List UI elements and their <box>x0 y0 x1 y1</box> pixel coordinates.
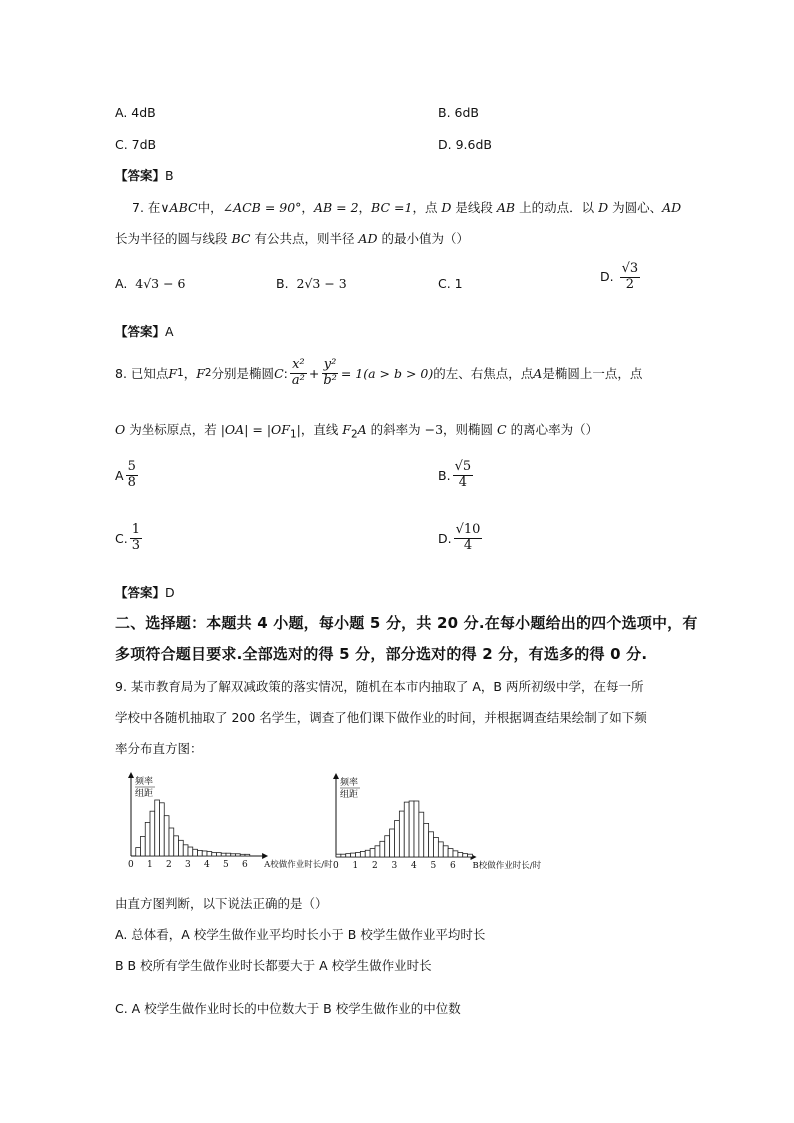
hist-a-tick-label: 5 <box>223 860 229 870</box>
hist-a-bar <box>193 849 198 856</box>
q7-option-a: A. 4√3 − 6 <box>115 276 186 291</box>
q8-option-a: A $\frac{5}{8}$ <box>115 459 136 490</box>
hist-a-bar <box>207 852 212 856</box>
hist-a-bar <box>231 854 236 856</box>
hist-a-bar <box>179 840 184 856</box>
hist-a-bar <box>240 854 245 856</box>
answer-value: B <box>165 168 174 183</box>
q8-line-1: 8. 已知点 F 1 ， F 2 分别是椭圆 C : $\frac{\text{x²}}{\text{a²}}$ + $\frac{\text{y²}}{\text{b²}}$ = 1(a > b > 0) 的左、右焦点，点 A 是椭圆上一点，点 <box>115 357 643 388</box>
q7-line-1: 7. 在∨ABC中，∠ACB = 90°，AB = 2，BC =1，点 D 是线段 AB 上的动点．以 D 为圆心、AD <box>132 200 682 215</box>
x2-over-a2: $\frac{\text{x²}}{\text{a²}}$ <box>291 357 305 388</box>
hist-a-tick-label: 0 <box>128 860 134 870</box>
hist-a-bar <box>212 853 217 856</box>
hist-b-bar <box>351 853 356 857</box>
q9-line-3: 率分布直方图： <box>115 741 203 756</box>
hist-b-tick-label: 4 <box>411 861 417 871</box>
hist-a-bar <box>245 854 250 856</box>
hist-b-bar <box>434 837 439 857</box>
hist-b-tick-label: 6 <box>450 861 456 871</box>
q9-option-b: B B 校所有学生做作业时长都要大于 A 校学生做作业时长 <box>115 958 432 973</box>
hist-a-bar <box>136 848 141 856</box>
hist-a-bar <box>141 836 146 856</box>
hist-a-bar <box>217 853 222 856</box>
q8-option-c: C. $\frac{1}{3}$ <box>115 522 140 553</box>
hist-b-bar <box>346 854 351 857</box>
q6-option-b: B. 6dB <box>438 105 479 120</box>
q9-line-2: 学校中各随机抽取了 200 名学生，调查了他们课下做作业的时间，并根据调查结果绘制了如下频 <box>115 710 647 725</box>
q9-prompt: 由直方图判断，以下说法正确的是（） <box>115 896 328 911</box>
hist-b-bar <box>463 854 468 857</box>
hist-b-y-arrow <box>333 773 339 779</box>
hist-a-tick-label: 6 <box>242 860 248 870</box>
hist-b-bar <box>336 854 341 857</box>
q6-answer <box>115 166 174 184</box>
hist-b-bar <box>341 854 346 857</box>
hist-a-bar <box>198 850 203 856</box>
hist-a-bar <box>183 845 188 856</box>
q8-line-2: O 为坐标原点，若 $|OA| = |OF_1|$，直线 $F_2A$ 的斜率为 −3，则椭圆 C 的离心率为（） <box>115 422 599 441</box>
histogram-a <box>115 770 333 880</box>
y2-over-b2: $\frac{\text{y²}}{\text{b²}}$ <box>323 357 337 388</box>
section2-line-2: 多项符合题目要求.全部选对的得 5 分，部分选对的得 2 分，有选多的得 0 分. <box>115 645 648 663</box>
hist-b-bar <box>356 853 361 857</box>
q7-option-d-fraction: $\frac{√3}{2}$ <box>621 261 639 292</box>
hist-b-tick-label: 1 <box>352 861 359 871</box>
hist-a-bar <box>169 828 174 856</box>
hist-a-tick-label: 4 <box>204 860 210 870</box>
hist-b-bar <box>385 836 390 857</box>
hist-b-bar <box>438 842 443 857</box>
hist-a-bar <box>221 853 226 856</box>
hist-a-y-arrow <box>128 772 134 778</box>
hist-b-tick-label: 2 <box>372 861 378 871</box>
hist-b-bar <box>429 832 434 857</box>
q9-option-c: C. A 校学生做作业时长的中位数大于 B 校学生做作业的中位数 <box>115 1001 461 1016</box>
hist-a-tick-label: 3 <box>185 860 191 870</box>
hist-b-ylabel-top: 频率 <box>340 778 359 788</box>
hist-a-bar <box>160 803 165 856</box>
hist-b-bar <box>380 841 385 857</box>
hist-b-bar <box>409 801 414 857</box>
hist-b-bar <box>448 849 453 857</box>
hist-a-bar <box>236 854 241 856</box>
q6-option-a: A. 4dB <box>115 105 156 120</box>
q7-line-2: 长为半径的圆与线段 BC 有公共点，则半径 AD 的最小值为（） <box>115 231 469 246</box>
hist-b-bar <box>419 812 424 857</box>
q9-option-a: A. 总体看，A 校学生做作业平均时长小于 B 校学生做作业平均时长 <box>115 927 486 942</box>
hist-b-tick-label: 5 <box>430 861 437 871</box>
hist-b-bar <box>404 802 409 857</box>
hist-a-ylabel-top: 频率 <box>135 777 154 787</box>
hist-a-tick-label: 1 <box>147 860 153 870</box>
hist-b-bar <box>395 821 400 857</box>
hist-b-bar <box>468 854 473 857</box>
hist-b-bar <box>414 801 419 857</box>
histogram-b <box>325 773 540 880</box>
q8-option-b: B. $\frac{√5}{4}$ <box>438 459 472 490</box>
hist-a-xlabel: A校做作业时长/时 <box>264 860 333 870</box>
q8-answer: 【答案】D <box>115 585 175 600</box>
hist-a-tick-label: 2 <box>166 860 172 870</box>
hist-a-bar <box>164 816 169 856</box>
q7-option-c: C. 1 <box>438 276 463 291</box>
section2-line-1: 二、选择题：本题共 4 小题，每小题 5 分，共 20 分.在每小题给出的四个选项中，有 <box>115 614 698 632</box>
hist-a-ylabel-bottom: 组距 <box>135 789 154 799</box>
hist-a-bar <box>174 836 179 856</box>
hist-b-ylabel-bottom: 组距 <box>340 790 359 800</box>
q6-option-c: C. 7dB <box>115 137 157 152</box>
hist-b-bar <box>360 851 365 857</box>
hist-b-bar <box>365 850 370 857</box>
hist-b-bar <box>458 853 463 857</box>
hist-b-tick-label: 3 <box>391 861 398 871</box>
hist-b-xlabel: B校做作业时长/时 <box>472 861 542 871</box>
hist-a-bar <box>155 800 160 856</box>
q9-line-1: 9. 某市教育局为了解双减政策的落实情况，随机在本市内抽取了 A，B 两所初级中学，在每一所 <box>115 679 644 694</box>
q7-option-d: D. $\frac{√3}{2}$ <box>600 261 639 292</box>
hist-a-x-arrow <box>262 853 268 859</box>
hist-b-bar <box>453 851 458 857</box>
hist-a-bar <box>226 853 231 856</box>
q6-option-d: D. 9.6dB <box>438 137 492 152</box>
q7-answer: 【答案】A <box>115 324 174 339</box>
hist-a-bar <box>202 851 207 856</box>
hist-b-bar <box>375 846 380 857</box>
hist-b-bar <box>443 846 448 857</box>
hist-b-bar <box>390 829 395 857</box>
hist-a-bar <box>188 847 193 856</box>
hist-b-tick-label: 0 <box>333 861 339 871</box>
hist-b-bar <box>399 811 404 857</box>
hist-a-bar <box>150 811 155 856</box>
hist-b-bar <box>424 823 429 857</box>
q7-option-b: B. 2√3 − 3 <box>276 276 347 291</box>
hist-b-bar <box>370 849 375 857</box>
hist-a-bar <box>145 822 150 856</box>
answer-tag: 【答案】 <box>115 168 166 183</box>
q8-option-d: D. $\frac{√10}{4}$ <box>438 522 481 553</box>
